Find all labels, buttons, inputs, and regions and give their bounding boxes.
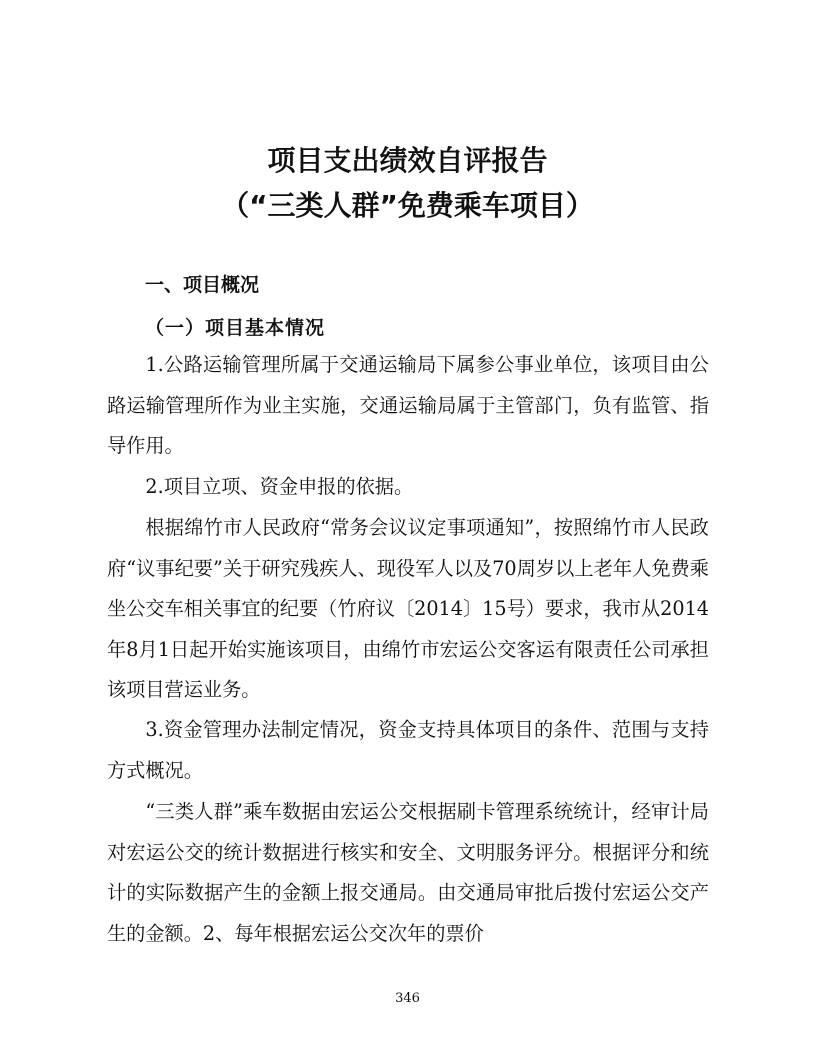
section-heading: 一、项目概况 <box>145 274 260 296</box>
page-number: 346 <box>395 991 420 1006</box>
report-subtitle: （“三类人群”免费乘车项目） <box>221 189 594 222</box>
paragraph: 2.项目立项、资金申报的依据。 <box>145 475 414 498</box>
paragraph: 根据绵竹市人民政府“常务会议议定事项通知”，按照绵竹市人民政府“议事纪要”关于研究残疾人、现役军人以及70周岁以上老年人免费乘坐公交车相关事宜的纪要（竹府议〔2014〕15号）要求，我市从2014年8月1日起开始实施该项目，由绵竹市宏运公交客运有限责任公司承担该项目营运业务。 <box>107 516 709 701</box>
paragraph: 1.公路运输管理所属于交通运输局下属参公事业单位，该项目由公路运输管理所作为业主实施，交通运输局属于主管部门，负有监管、指导作用。 <box>107 353 709 457</box>
report-title: 项目支出绩效自评报告 <box>267 144 548 177</box>
paragraph: “三类人群”乘车数据由宏运公交根据刷卡管理系统统计，经审计局对宏运公交的统计数据进行核实和安全、文明服务评分。根据评分和统计的实际数据产生的金额上报交通局。由交通局审批后拨付宏运公交产生的金额。2、每年根据宏运公交次年的票价 <box>107 800 709 945</box>
paragraph: 3.资金管理办法制定情况，资金支持具体项目的条件、范围与支持方式概况。 <box>107 718 709 782</box>
subsection-heading: （一）项目基本情况 <box>145 317 326 339</box>
